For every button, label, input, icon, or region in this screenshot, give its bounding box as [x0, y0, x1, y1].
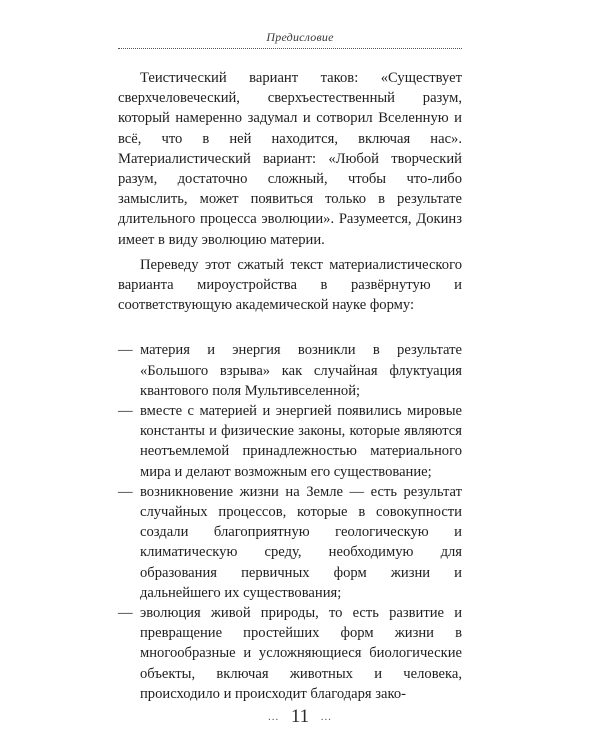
body-text: [118, 68, 462, 704]
list-item: — вместе с материей и энергией появились мировые константы и физические законы, которые являются неотъемлемой принадлежностью материального мира и делают возможным его существование;: [118, 401, 462, 482]
running-title: Предисловие: [266, 30, 334, 44]
folio-ornament-left: …: [267, 711, 280, 723]
header-dotted-rule: [118, 48, 462, 49]
page-number: 11: [290, 706, 310, 727]
paragraph: Теистический вариант таков: «Существует сверхчеловеческий, сверхъестественный разум, который намеренно задумал и сотворил Вселенную и всё, что в ней находится, включая нас». Материалистический вариант: «Любой творческий разум, достаточно сложный, чтобы что-либо замыслить, может появиться только в результате длительного процесса эволюции». Разумеется, Докинз имеет в виду эволюцию материи.: [118, 70, 462, 248]
list-item: — возникновение жизни на Земле — есть результат случайных процессов, которые в совокупности создали благоприятную геологическую и климатическую среду, необходимую для образования первичных форм жизни и дальнейшего их существования;: [118, 482, 462, 603]
list-item: — материя и энергия возникли в результате «Большого взрыва» как случайная флуктуация квантового поля Мультивселенной;: [118, 340, 462, 401]
paragraph: Переведу этот сжатый текст материалистического варианта мироустройства в развёрнутую и соответствующую академической науке форму:: [118, 256, 462, 314]
folio-ornament-right: …: [320, 711, 333, 723]
running-head: [0, 30, 600, 45]
list-item: — эволюция живой природы, то есть развитие и превращение простейших форм жизни в многообразные и усложняющиеся биологические объекты, включая животных и человека, происходило и происходит благодаря зако-: [118, 603, 462, 704]
dash-list: [118, 340, 462, 704]
page-footer: [0, 706, 600, 728]
